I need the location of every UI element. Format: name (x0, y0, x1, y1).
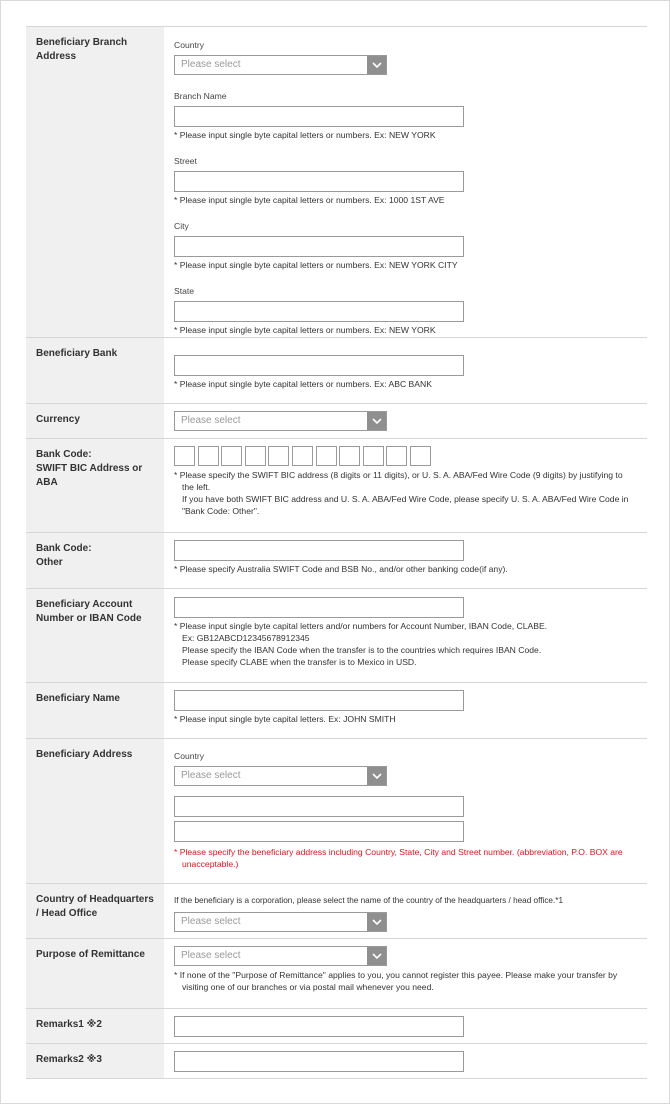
branch-country-select[interactable] (174, 55, 387, 75)
swift-content (164, 439, 647, 532)
swift-char-box[interactable] (268, 446, 289, 466)
swift-char-box[interactable] (386, 446, 407, 466)
bank-code-other-content (164, 533, 647, 588)
branch-country-placeholder: Please select (181, 59, 241, 70)
branch-address-content (164, 27, 647, 337)
remarks2-label: Remarks2 ※3 (26, 1044, 164, 1078)
state-label: State (174, 286, 195, 296)
row-account-number (26, 589, 647, 683)
currency-label: Currency (26, 404, 164, 438)
remarks1-label: Remarks1 ※2 (26, 1009, 164, 1043)
beneficiary-address-label: Beneficiary Address (26, 739, 164, 883)
branch-name-input[interactable] (174, 106, 464, 127)
purpose-note-line2: visiting one of our branches or via postal mail whenever you need. (182, 982, 434, 992)
currency-select[interactable] (174, 411, 387, 431)
swift-label (26, 439, 164, 532)
address-country-label: Country (174, 751, 205, 761)
beneficiary-name-label: Beneficiary Name (26, 683, 164, 738)
street-label: Street (174, 156, 197, 166)
chevron-down-icon (367, 947, 386, 965)
bank-code-other-input[interactable] (174, 540, 464, 561)
remarks2-content (164, 1044, 647, 1078)
remarks2-input[interactable] (174, 1051, 464, 1072)
swift-note-line3: If you have both SWIFT BIC address and U. S. A. ABA/Fed Wire Code, please specify U. S. A. ABA/Fed Wire Code in (182, 494, 629, 504)
purpose-select[interactable] (174, 946, 387, 966)
chevron-down-icon (367, 56, 386, 74)
address-note-line2: unacceptable.) (182, 859, 239, 869)
row-branch-address (26, 27, 647, 338)
swift-code-boxes (174, 446, 647, 466)
swift-note-line1: * Please specify the SWIFT BIC address (8 digits or 11 digits), or U. S. A. ABA/Fed Wire Code (9 digits) by justifying to (174, 470, 623, 480)
address-line2-input[interactable] (174, 821, 464, 842)
account-note-line3: Please specify the IBAN Code when the transfer is to the countries which requires IBAN Code. (182, 645, 542, 655)
address-note-line1: * Please specify the beneficiary address including Country, State, City and Street number. (abbreviation, P.O. BOX are (174, 847, 623, 857)
row-purpose-of-remittance (26, 939, 647, 1009)
row-headquarters-country (26, 884, 647, 939)
address-note (174, 846, 647, 870)
purpose-content (164, 939, 647, 1008)
address-line1-input[interactable] (174, 796, 464, 817)
beneficiary-bank-note: * Please input single byte capital letters or numbers. Ex: ABC BANK (174, 379, 432, 389)
purpose-placeholder: Please select (181, 950, 241, 961)
beneficiary-name-note: * Please input single byte capital letters. Ex: JOHN SMITH (174, 714, 396, 724)
address-country-placeholder: Please select (181, 770, 241, 781)
beneficiary-address-content (164, 739, 647, 883)
city-note: * Please input single byte capital letters or numbers. Ex: NEW YORK CITY (174, 260, 458, 270)
account-note-line1: * Please input single byte capital letters and/or numbers for Account Number, IBAN Code, CLABE. (174, 621, 548, 631)
swift-char-box[interactable] (174, 446, 195, 466)
purpose-note (174, 969, 647, 993)
beneficiary-name-input[interactable] (174, 690, 464, 711)
purpose-note-line1: * If none of the "Purpose of Remittance" applies to you, you cannot register this payee. Please make your transfer by (174, 970, 618, 980)
account-number-input[interactable] (174, 597, 464, 618)
city-input[interactable] (174, 236, 464, 257)
branch-name-note: * Please input single byte capital letters or numbers. Ex: NEW YORK (174, 130, 436, 140)
state-input[interactable] (174, 301, 464, 322)
bank-code-other-note: * Please specify Australia SWIFT Code and BSB No., and/or other banking code(if any). (174, 564, 508, 574)
beneficiary-bank-content (164, 338, 647, 403)
branch-address-label: Beneficiary Branch Address (26, 27, 164, 337)
street-note: * Please input single byte capital letters or numbers. Ex: 1000 1ST AVE (174, 195, 445, 205)
headquarters-label: Country of Headquarters / Head Office (26, 884, 164, 938)
row-remarks2 (26, 1044, 647, 1079)
headquarters-content (164, 884, 647, 938)
row-currency (26, 404, 647, 439)
account-content (164, 589, 647, 682)
bank-code-other-label-line1: Bank Code: (36, 543, 92, 554)
beneficiary-bank-input[interactable] (174, 355, 464, 376)
headquarters-placeholder: Please select (181, 916, 241, 927)
swift-char-box[interactable] (292, 446, 313, 466)
state-note: * Please input single byte capital letters or numbers. Ex: NEW YORK (174, 325, 436, 335)
account-note-line2: Ex: GB12ABCD12345678912345 (182, 633, 310, 643)
swift-char-box[interactable] (245, 446, 266, 466)
row-beneficiary-address (26, 739, 647, 884)
headquarters-note: If the beneficiary is a corporation, please select the name of the country of the headquarters / head office.*1 (174, 896, 563, 905)
beneficiary-name-content (164, 683, 647, 738)
payee-form (26, 26, 647, 1079)
row-bank-code-other (26, 533, 647, 589)
swift-char-box[interactable] (339, 446, 360, 466)
swift-char-box[interactable] (221, 446, 242, 466)
account-label: Beneficiary Account Number or IBAN Code (26, 589, 164, 682)
swift-char-box[interactable] (198, 446, 219, 466)
chevron-down-icon (367, 767, 386, 785)
bank-code-other-label (26, 533, 164, 588)
account-note-line4: Please specify CLABE when the transfer is to Mexico in USD. (182, 657, 417, 667)
row-swift-code (26, 439, 647, 533)
purpose-label: Purpose of Remittance (26, 939, 164, 1008)
chevron-down-icon (367, 913, 386, 931)
bank-code-other-label-line2: Other (36, 557, 63, 568)
swift-char-box[interactable] (363, 446, 384, 466)
row-beneficiary-name (26, 683, 647, 739)
branch-country-label: Country (174, 40, 205, 50)
city-label: City (174, 221, 189, 231)
remarks1-content (164, 1009, 647, 1043)
street-input[interactable] (174, 171, 464, 192)
swift-note (174, 469, 647, 517)
swift-label-line1: Bank Code: (36, 449, 92, 460)
headquarters-select[interactable] (174, 912, 387, 932)
row-beneficiary-bank (26, 338, 647, 404)
row-remarks1 (26, 1009, 647, 1044)
swift-char-box[interactable] (316, 446, 337, 466)
swift-char-box[interactable] (410, 446, 431, 466)
currency-content (164, 404, 647, 438)
address-country-select[interactable] (174, 766, 387, 786)
account-note (174, 620, 647, 668)
swift-note-line2: the left. (182, 482, 211, 492)
chevron-down-icon (367, 412, 386, 430)
currency-placeholder: Please select (181, 415, 241, 426)
swift-label-line2: SWIFT BIC Address or ABA (36, 463, 143, 488)
beneficiary-bank-label: Beneficiary Bank (26, 338, 164, 403)
remarks1-input[interactable] (174, 1016, 464, 1037)
swift-note-line4: "Bank Code: Other". (182, 506, 260, 516)
branch-name-label: Branch Name (174, 91, 227, 101)
